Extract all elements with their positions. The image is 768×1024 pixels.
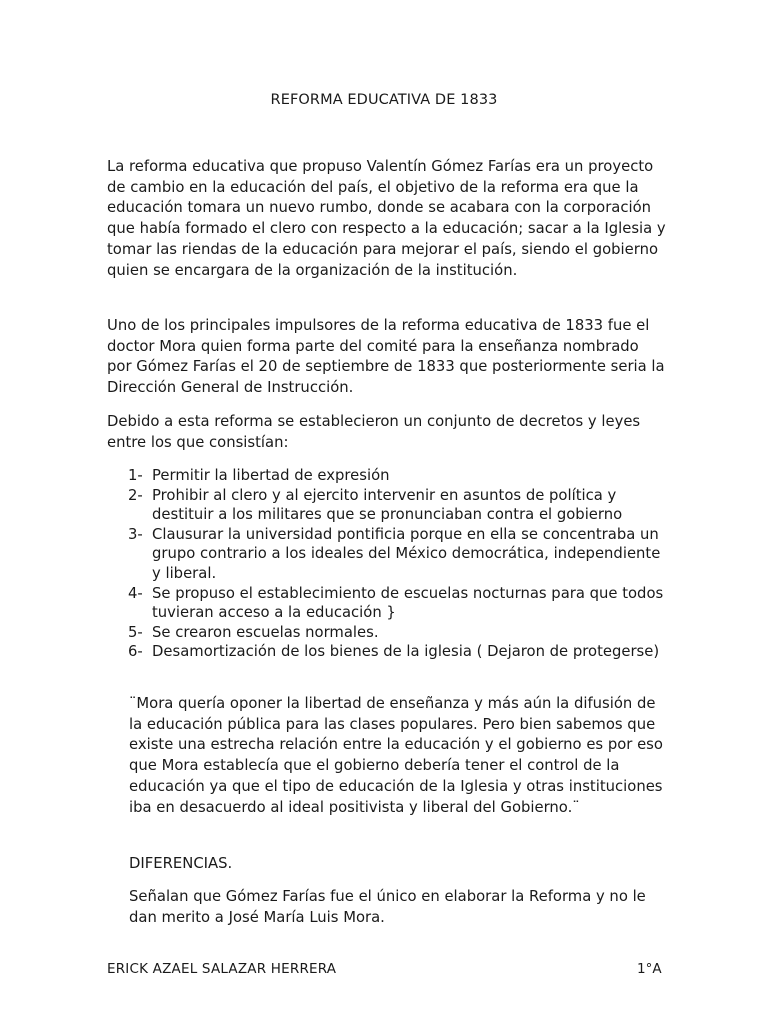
list-item-number: 6- — [128, 643, 143, 661]
paragraph-intro: La reforma educativa que propuso Valentín Gómez Farías era un proyecto de cambio en la educación del país, el objetivo de la reforma era que la educación tomara un nuevo rumbo, donde se acabara con la corporación que había formado el clero con respecto a la educación; sacar a la Iglesia y tomar las riendas de la educación para mejorar el país, siendo el gobierno quien se encargara de la organización de la institución. — [107, 158, 666, 279]
list-item-text: Se propuso el establecimiento de escuelas nocturnas para que todos tuvieran acceso a la educación } — [152, 584, 664, 622]
list-item — [128, 486, 668, 525]
differences-heading: DIFERENCIAS. — [129, 855, 233, 872]
list-item — [128, 584, 668, 623]
list-item-number: 5- — [128, 623, 143, 641]
document-title: REFORMA EDUCATIVA DE 1833 — [270, 92, 498, 108]
list-item-text: Prohibir al clero y al ejercito intervenir en asuntos de política y destituir a los militares que se pronunciaban contra el gobierno — [152, 486, 623, 524]
list-item-number: 3- — [128, 525, 143, 543]
quote-paragraph: ¨Mora quería oponer la libertad de enseñanza y más aún la difusión de la educación pública para las clases populares. Pero bien sabemos que existe una estrecha relación entre la educación y el gobierno es por eso que Mora establecía que el gobierno debería tener el control de la educación ya que el tipo de educación de la Iglesia y otras instituciones iba en desacuerdo al ideal positivista y liberal del Gobierno.¨ — [129, 695, 663, 816]
list-item — [128, 525, 668, 584]
list-item-text: Se crearon escuelas normales. — [152, 623, 379, 641]
list-item — [128, 642, 668, 662]
paragraph-decrees-intro: Debido a esta reforma se establecieron un conjunto de decretos y leyes entre los que consistían: — [107, 413, 641, 451]
list-item-number: 4- — [128, 584, 143, 602]
footer-grade: 1°A — [637, 961, 662, 977]
list-item — [128, 466, 668, 486]
list-item-number: 1- — [128, 467, 143, 484]
list-item — [128, 623, 668, 643]
list-item-text: Clausurar la universidad pontificia porque en ella se concentraba un grupo contrario a los ideales del México democrática, independiente y liberal. — [152, 525, 661, 582]
list-item-text: Permitir la libertad de expresión — [152, 467, 390, 484]
list-item-number: 2- — [128, 486, 143, 504]
footer-author: ERICK AZAEL SALAZAR HERRERA — [107, 961, 337, 977]
paragraph-mora: Uno de los principales impulsores de la reforma educativa de 1833 fue el doctor Mora quien forma parte del comité para la enseñanza nombrado por Gómez Farías el 20 de septiembre de 1833 que posteriormente seria la Dirección General de Instrucción. — [107, 317, 665, 397]
differences-paragraph: Señalan que Gómez Farías fue el único en elaborar la Reforma y no le dan merito a José María Luis Mora. — [129, 888, 646, 926]
list-item-text: Desamortización de los bienes de la iglesia ( Dejaron de protegerse) — [152, 643, 660, 661]
decrees-list — [128, 466, 668, 662]
